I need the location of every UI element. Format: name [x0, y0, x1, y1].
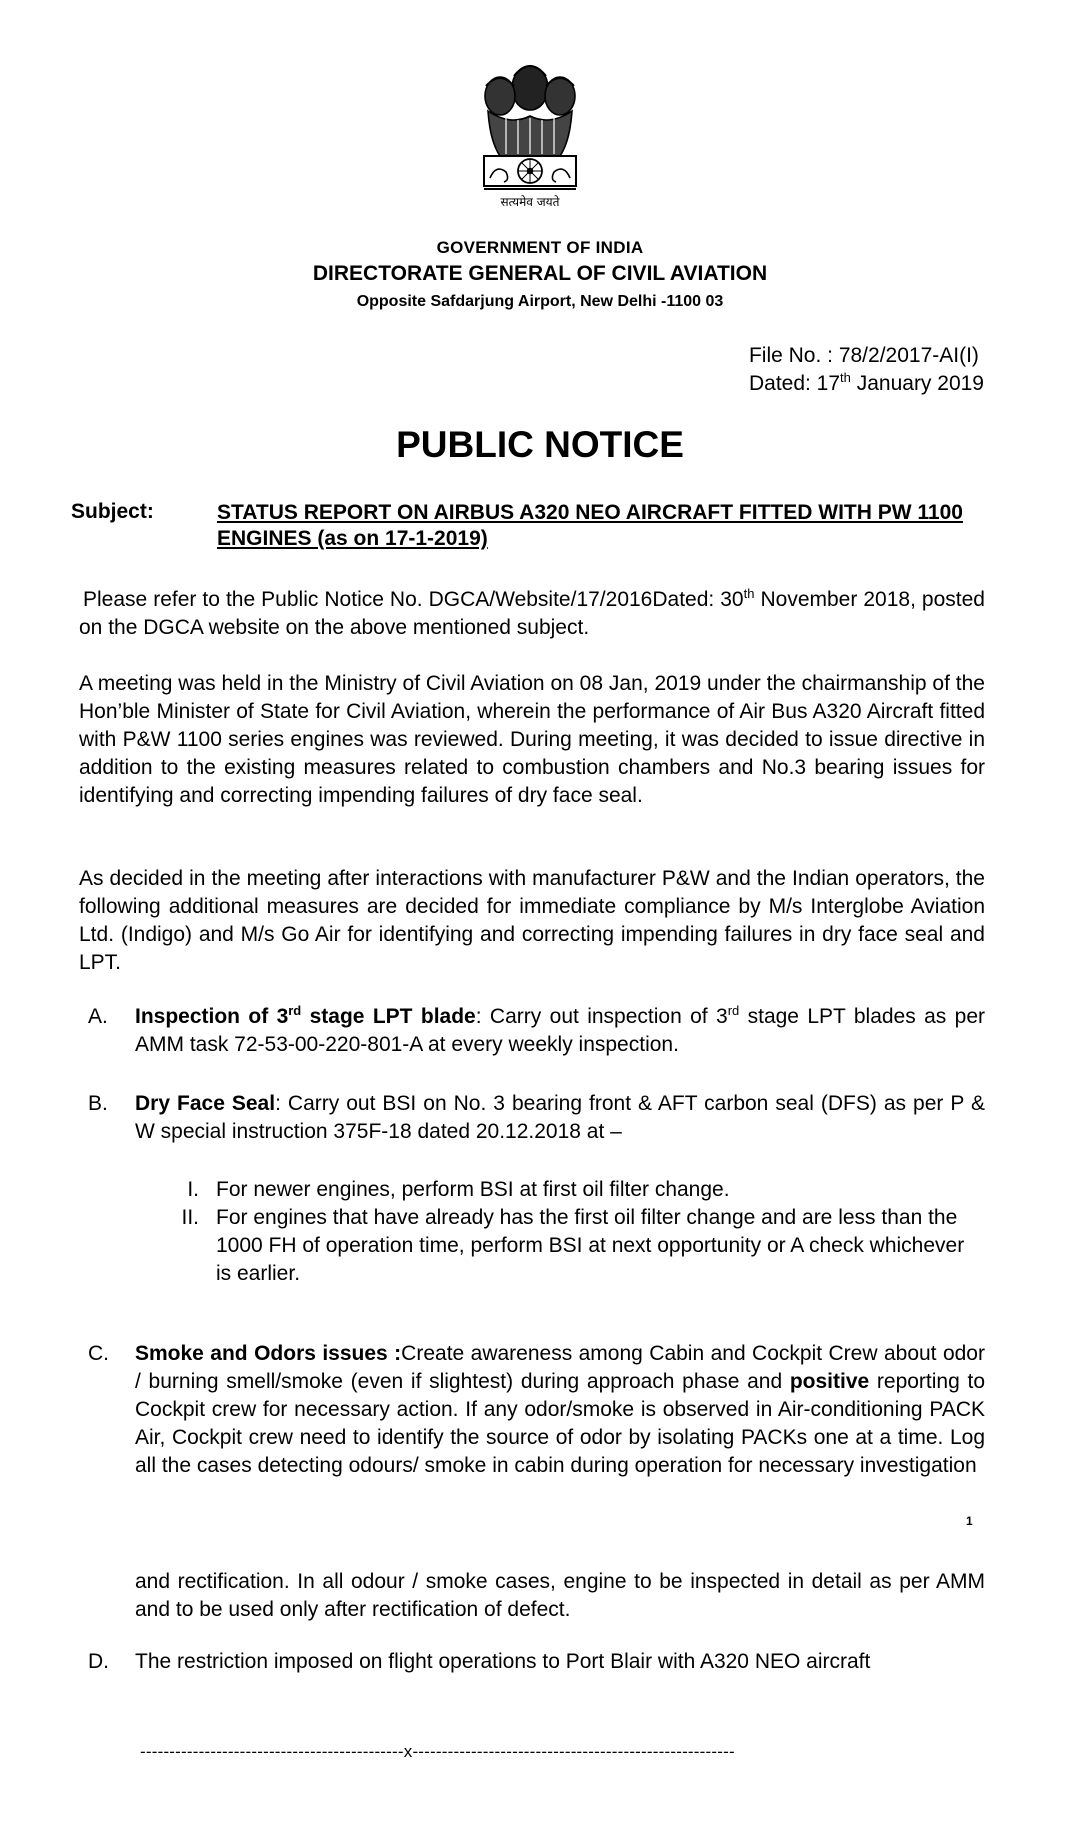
end-of-document-marker: ---------------------------------------------x------------------------------------------------------- [140, 1742, 735, 1761]
measure-item-d: D. The restriction imposed on flight operations to Port Blair with A320 NEO aircraft [88, 1648, 985, 1676]
header-government: GOVERNMENT OF INDIA [436, 238, 644, 257]
page-title: PUBLIC NOTICE [396, 424, 684, 465]
measure-item-c: C. Smoke and Odors issues :Create awareness among Cabin and Cockpit Crew about odor / burning smell/smoke (even if slightest) during approach phase and positive reporting to Cockpit crew for necessary action. If any odor/smoke is observed in Air-conditioning PACK Air, Cockpit crew need to identify the source of odor by isolating PACKs one at a time. Log all the cases detecting odours/ smoke in cabin during operation for necessary investigation [88, 1342, 985, 1477]
item-c-continuation: and rectification. In all odour / smoke cases, engine to be inspected in detail as per AMM and to be used only after rectification of defect. [135, 1570, 985, 1621]
subject-label: Subject: [71, 500, 154, 523]
sub-item-label: II. [181, 1206, 199, 1229]
file-number: File No. : 78/2/2017-AI(I) [748, 344, 979, 367]
item-label: B. [88, 1092, 108, 1115]
subject-text: STATUS REPORT ON AIRBUS A320 NEO AIRCRAFT FITTED WITH PW 1100 ENGINES (as on 17-1-2019) [217, 501, 963, 550]
file-reference-block [749, 342, 984, 398]
paragraph-meeting: A meeting was held in the Ministry of Civil Aviation on 08 Jan, 2019 under the chairmanship of the Hon’ble Minister of State for Civil Aviation, wherein the performance of Air Bus A320 Aircraft fitted with P&W 1100 series engines was reviewed. During meeting, it was decided to issue directive in addition to the existing measures related to combustion chambers and No.3 bearing issues for identifying and correcting impending failures of dry face seal. [79, 672, 985, 807]
page-number: 1 [966, 1514, 973, 1528]
item-label: A. [88, 1005, 108, 1028]
ashoka-emblem-icon [470, 56, 590, 231]
paragraph-reference: Please refer to the Public Notice No. DGCA/Website/17/2016Dated: 30th November 2018, posted on the DGCA website on the above mentioned subject. [79, 586, 985, 639]
sub-item-ii: II. For engines that have already has the first oil filter change and are less than the 1000 FH of operation time, perform BSI at next opportunity or A check whichever is earlier. [157, 1204, 985, 1288]
item-label: D. [88, 1650, 109, 1673]
header-address: Opposite Safdarjung Airport, New Delhi -1100 03 [356, 293, 724, 310]
measure-item-b: B. Dry Face Seal: Carry out BSI on No. 3 bearing front & AFT carbon seal (DFS) as per P & W special instruction 375F-18 dated 20.12.2018 at – [88, 1092, 985, 1143]
emblem-motto: सत्यमेव जयते [500, 195, 560, 209]
paragraph-measures: As decided in the meeting after interactions with manufacturer P&W and the Indian operators, the following additional measures are decided for immediate compliance by M/s Interglobe Aviation Ltd. (Indigo) and M/s Go Air for identifying and correcting impending failures in dry face seal and LPT. [79, 867, 985, 974]
sub-item-i: I. For newer engines, perform BSI at first oil filter change. [157, 1176, 985, 1204]
sub-item-label: I. [187, 1178, 199, 1201]
measure-item-a: A. Inspection of 3rd stage LPT blade: Carry out inspection of 3rd stage LPT blades as per AMM task 72-53-00-220-801-A at every weekly inspection. [88, 1003, 986, 1056]
header-directorate: DIRECTORATE GENERAL OF CIVIL AVIATION [312, 262, 768, 285]
file-date: Dated: 17th January 2019 [748, 370, 984, 395]
item-label: C. [88, 1342, 109, 1365]
